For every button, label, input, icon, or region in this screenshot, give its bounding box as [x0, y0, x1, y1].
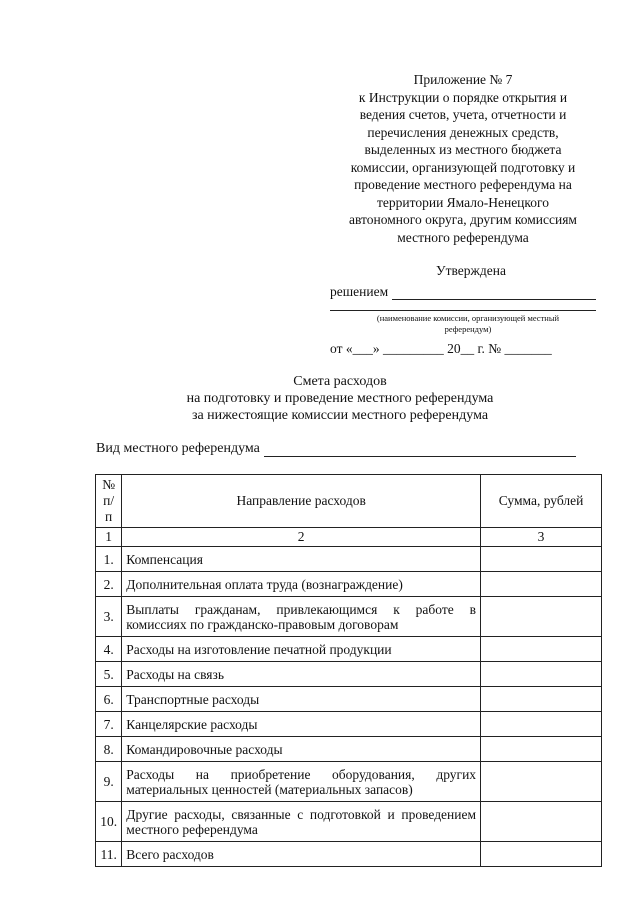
row-number: 1.: [96, 547, 122, 572]
row-number: 2.: [96, 572, 122, 597]
row-direction: Всего расходов: [122, 842, 481, 867]
appendix-line: автономного округа, другим комиссиям: [349, 212, 577, 227]
row-direction: Дополнительная оплата труда (вознаграждение): [122, 572, 481, 597]
row-sum: [481, 842, 602, 867]
header-num-line: п/п: [103, 493, 115, 524]
budget-table: [95, 474, 602, 867]
row-sum: [481, 802, 602, 842]
row-sum: [481, 662, 602, 687]
table-row: [96, 687, 602, 712]
commission-caption: [330, 313, 596, 335]
appendix-line: выделенных из местного бюджета: [364, 142, 562, 157]
column-index: 2: [122, 528, 481, 547]
row-direction: Расходы на приобретение оборудования, других материальных ценностей (материальных запасов): [122, 762, 481, 802]
heading-line: на подготовку и проведение местного референдума: [186, 391, 494, 406]
approved-title: Утверждена: [436, 263, 506, 278]
appendix-line: местного референдума: [397, 229, 529, 245]
row-sum: [481, 572, 602, 597]
decision-row: [330, 284, 596, 300]
row-sum: [481, 597, 602, 637]
appendix-line: проведение местного референдума на: [354, 177, 572, 192]
date-number-line: от «___» _________ 20__ г. № _______: [330, 341, 552, 356]
referendum-type-row: [96, 441, 576, 457]
appendix-line: к Инструкции о порядке открытия и: [358, 89, 568, 105]
row-number: 11.: [96, 842, 122, 867]
row-number: 3.: [96, 597, 122, 637]
row-number: 4.: [96, 637, 122, 662]
row-number: 5.: [96, 662, 122, 687]
row-direction: Транспортные расходы: [122, 687, 481, 712]
table-row: [96, 712, 602, 737]
referendum-type-label: Вид местного референдума: [96, 441, 260, 456]
table-row: [96, 572, 602, 597]
row-sum: [481, 762, 602, 802]
row-sum: [481, 687, 602, 712]
commission-blank-line: [330, 310, 596, 311]
table-row: [96, 802, 602, 842]
table-row: [96, 597, 602, 637]
column-index: 3: [481, 528, 602, 547]
appendix-line: комиссии, организующей подготовку и: [350, 159, 576, 175]
row-sum: [481, 547, 602, 572]
row-direction: Командировочные расходы: [122, 737, 481, 762]
appendix-line: ведения счетов, учета, отчетности и: [359, 107, 567, 122]
appendix-line: Приложение № 7: [413, 72, 513, 87]
heading-line: Смета расходов: [293, 374, 387, 389]
row-number: 8.: [96, 737, 122, 762]
table-row: [96, 547, 602, 572]
approval-block: [330, 262, 596, 357]
row-direction: Канцелярские расходы: [122, 712, 481, 737]
row-direction: Выплаты гражданам, привлекающимся к работе в комиссиях по гражданско-правовым договорам: [122, 597, 481, 637]
appendix-block: [330, 71, 596, 246]
row-number: 10.: [96, 802, 122, 842]
table-row: [96, 637, 602, 662]
row-sum: [481, 737, 602, 762]
appendix-line: территории Ямало-Ненецкого: [377, 194, 549, 210]
decision-blank-line: [392, 285, 596, 300]
row-direction: Расходы на связь: [122, 662, 481, 687]
column-index-row: [96, 528, 602, 547]
column-index: 1: [96, 528, 122, 547]
decision-label: решением: [330, 284, 389, 299]
document-heading: [80, 373, 600, 424]
table-row: [96, 842, 602, 867]
row-direction: Другие расходы, связанные с подготовкой и проведением местного референдума: [122, 802, 481, 842]
table-row: [96, 762, 602, 802]
caption-line: (наименование комиссии, организующей местный: [376, 313, 560, 323]
appendix-line: перечисления денежных средств,: [367, 124, 559, 140]
row-direction: Компенсация: [122, 547, 481, 572]
caption-line: референдум): [444, 324, 492, 334]
row-number: 6.: [96, 687, 122, 712]
table-row: [96, 737, 602, 762]
header-sum: Сумма, рублей: [481, 475, 602, 528]
header-direction: Направление расходов: [122, 475, 481, 528]
table-row: [96, 662, 602, 687]
row-direction: Расходы на изготовление печатной продукции: [122, 637, 481, 662]
heading-line: за нижестоящие комиссии местного референдума: [191, 408, 489, 423]
row-number: 9.: [96, 762, 122, 802]
table-header-row: [96, 475, 602, 528]
header-num: [96, 475, 122, 528]
row-sum: [481, 637, 602, 662]
header-num-line: №: [102, 477, 116, 492]
referendum-type-blank-line: [264, 444, 576, 457]
row-sum: [481, 712, 602, 737]
row-number: 7.: [96, 712, 122, 737]
